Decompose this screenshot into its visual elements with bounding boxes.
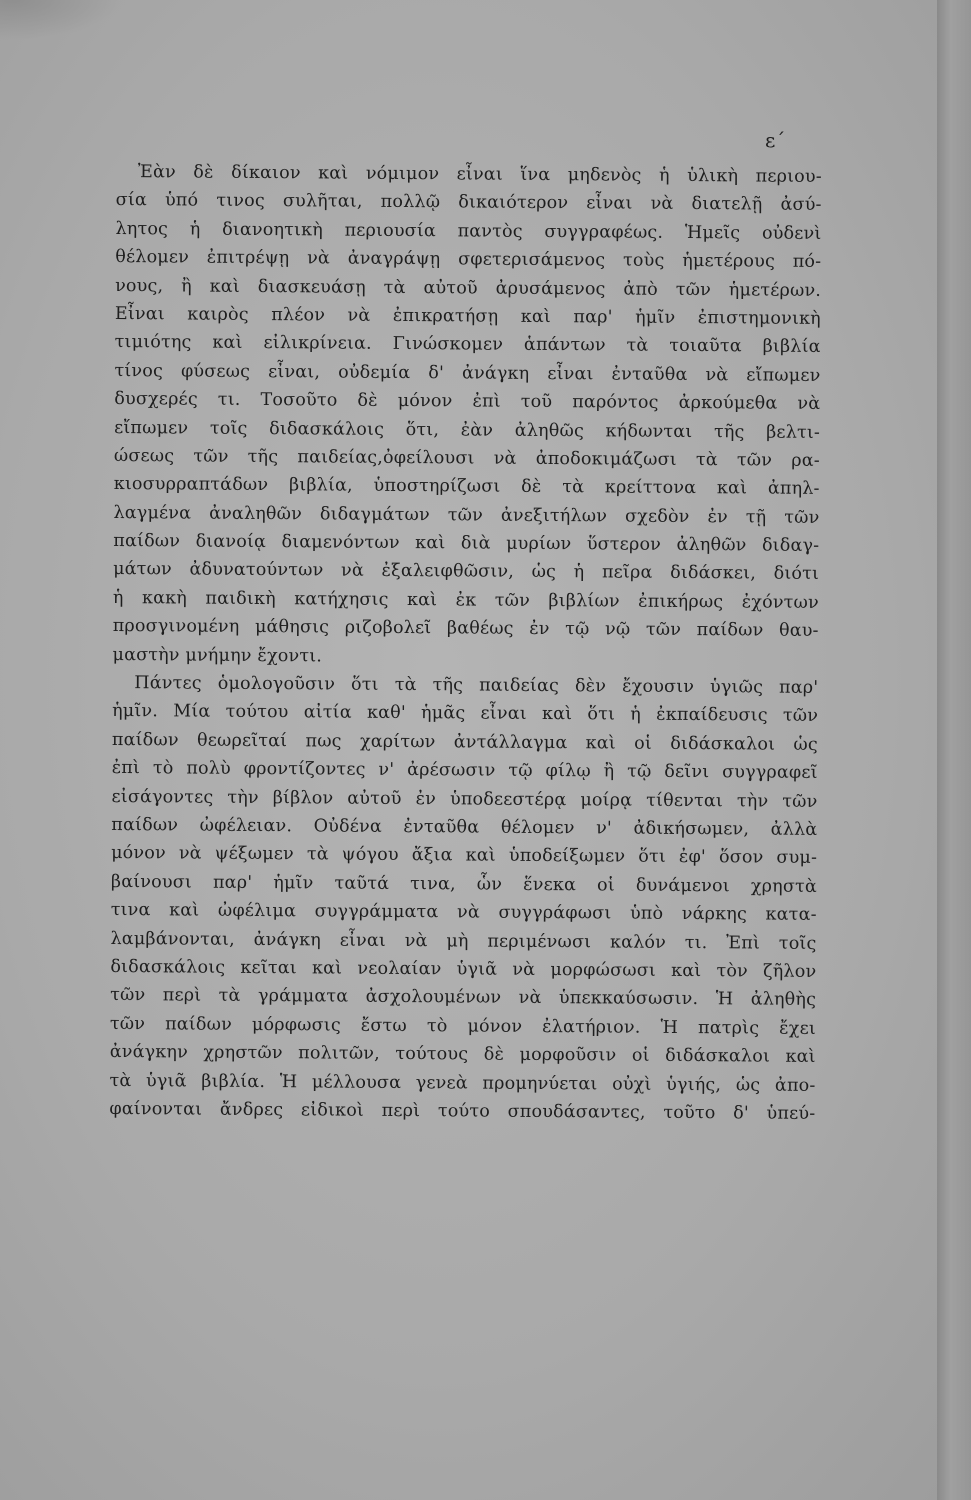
text-line: τιμιότης καὶ εἰλικρίνεια. Γινώσκομεν ἁπάντων τὰ τοιαῦτα βιβλία bbox=[114, 332, 821, 358]
text-line: ώσεως τῶν τῆς παιδείας,ὀφείλουσι νὰ ἀποδοκιμάζωσι τὰ τῶν ρα- bbox=[113, 445, 820, 471]
text-line: παίδων διανοίᾳ διαμενόντων καὶ διὰ μυρίων ὕστερον ἀληθῶν διδαγ- bbox=[113, 531, 820, 556]
text-line: μαστὴν μνήμην ἔχοντι. bbox=[112, 644, 323, 667]
text-line: τῶν περὶ τὰ γράμματα ἀσχολουμένων νὰ ὑπεκκαύσωσιν. Ἡ ἀληθὴς bbox=[110, 985, 817, 1011]
text-line: δυσχερές τι. Τοσοῦτο δὲ μόνον ἐπὶ τοῦ παρόντος ἀρκούμεθα νὰ bbox=[114, 389, 821, 415]
text-line: προσγινομένη μάθησις ριζοβολεῖ βαθέως ἐν τῷ νῷ τῶν παίδων θαυ- bbox=[112, 616, 819, 642]
text-line: μόνον νὰ ψέξωμεν τὰ ψόγου ἄξια καὶ ὑποδείξωμεν ὅτι ἐφ' ὅσον συμ- bbox=[111, 843, 818, 869]
text-line: ἡ κακὴ παιδικὴ κατήχησις καὶ ἐκ τῶν βιβλίων ἐπικήρως ἐχόντων bbox=[112, 587, 819, 613]
text-line: σία ὑπό τινος συλῆται, πολλῷ δικαιότερον εἶναι νὰ διατελῇ ἀσύ- bbox=[115, 190, 822, 216]
body-text bbox=[109, 158, 822, 1128]
text-line: λητος ἡ διανοητικὴ περιουσία παντὸς συγγραφέως. Ἡμεῖς οὐδενὶ bbox=[115, 218, 822, 244]
paper-stain bbox=[0, 0, 120, 40]
text-line: διδασκάλοις κεῖται καὶ νεολαίαν ὑγιᾶ νὰ μορφώσωσι καὶ τὸν ζῆλον bbox=[110, 956, 817, 982]
text-line: εἰσάγοντες τὴν βίβλον αὐτοῦ ἐν ὑποδεεστέρᾳ μοίρᾳ τίθενται τὴν τῶν bbox=[111, 786, 818, 812]
text-line: τίνος φύσεως εἶναι, οὐδεμία δ' ἀνάγκη εἶναι ἐνταῦθα νὰ εἴπωμεν bbox=[114, 360, 821, 386]
text-line: τὰ ὑγιᾶ βιβλία. Ἡ μέλλουσα γενεὰ προμηνύεται οὐχὶ ὑγιής, ὡς ἀπο- bbox=[109, 1070, 816, 1096]
text-line: τινα καὶ ὠφέλιμα συγγράμματα νὰ συγγράφωσι ὑπὸ νάρκης κατα- bbox=[110, 900, 817, 926]
text-line: ἀνάγκην χρηστῶν πολιτῶν, τούτους δὲ μορφοῦσιν οἱ διδάσκαλοι καὶ bbox=[109, 1042, 816, 1068]
text-line: εἴπωμεν τοῖς διδασκάλοις ὅτι, ἐὰν ἀληθῶς κήδωνται τῆς βελτι- bbox=[114, 417, 821, 443]
text-line: ἐπὶ τὸ πολὺ φροντίζοντες ν' ἀρέσωσιν τῷ φίλῳ ἢ τῷ δεῖνι συγγραφεῖ bbox=[111, 758, 818, 784]
text-line: Εἶναι καιρὸς πλέον νὰ ἐπικρατήσῃ καὶ παρ' ἡμῖν ἐπιστημονικὴ bbox=[114, 303, 821, 329]
text-line: παίδων ὠφέλειαν. Οὐδένα ἐνταῦθα θέλομεν ν' ἀδικήσωμεν, ἀλλὰ bbox=[111, 814, 818, 840]
text-line: θέλομεν ἐπιτρέψῃ νὰ ἀναγράψῃ σφετερισάμενος τοὺς ἡμετέρους πό- bbox=[115, 247, 822, 273]
text-line: βαίνουσι παρ' ἡμῖν ταῦτά τινα, ὧν ἕνεκα οἱ δυνάμενοι χρηστὰ bbox=[110, 871, 817, 897]
text-line: Ἐὰν δὲ δίκαιον καὶ νόμιμον εἶναι ἵνα μηδενὸς ἡ ὑλικὴ περιου- bbox=[137, 162, 822, 187]
page-edge bbox=[937, 0, 971, 1500]
text-line: ἡμῖν. Μία τούτου αἰτία καθ' ἡμᾶς εἶναι καὶ ὅτι ἡ ἐκπαίδευσις τῶν bbox=[112, 701, 819, 727]
page-number: ε΄ bbox=[765, 128, 786, 152]
text-line: Πάντες ὁμολογοῦσιν ὅτι τὰ τῆς παιδείας δὲν ἔχουσιν ὑγιῶς παρ' bbox=[134, 673, 819, 698]
text-line: μάτων ἀδυνατούντων νὰ ἐξαλειφθῶσιν, ὡς ἡ πεῖρα διδάσκει, διότι bbox=[113, 559, 820, 585]
text-line: τῶν παίδων μόρφωσις ἔστω τὸ μόνον ἐλατήριον. Ἡ πατρὶς ἔχει bbox=[109, 1013, 817, 1039]
text-line: λαγμένα ἀναληθῶν διδαγμάτων τῶν ἀνεξιτήλων σχεδὸν ἐν τῇ τῶν bbox=[113, 502, 820, 528]
text-line: παίδων θεωρεῖταί πως χαρίτων ἀντάλλαγμα καὶ οἱ διδάσκαλοι ὡς bbox=[111, 729, 818, 755]
text-line: φαίνονται ἄνδρες εἰδικοὶ περὶ τούτο σπουδάσαντες, τοῦτο δ' ὑπεύ- bbox=[109, 1098, 816, 1124]
text-line: λαμβάνονται, ἀνάγκη εἶναι νὰ μὴ περιμένωσι καλόν τι. Ἐπὶ τοῖς bbox=[110, 928, 817, 954]
text-line: νους, ἢ καὶ διασκευάσῃ τὰ αὐτοῦ ἀρυσάμενος ἀπὸ τῶν ἡμετέρων. bbox=[115, 275, 822, 301]
text-line: κιοσυρραπτάδων βιβλία, ὑποστηρίζωσι δὲ τὰ κρείττονα καὶ ἀπηλ- bbox=[113, 474, 820, 500]
